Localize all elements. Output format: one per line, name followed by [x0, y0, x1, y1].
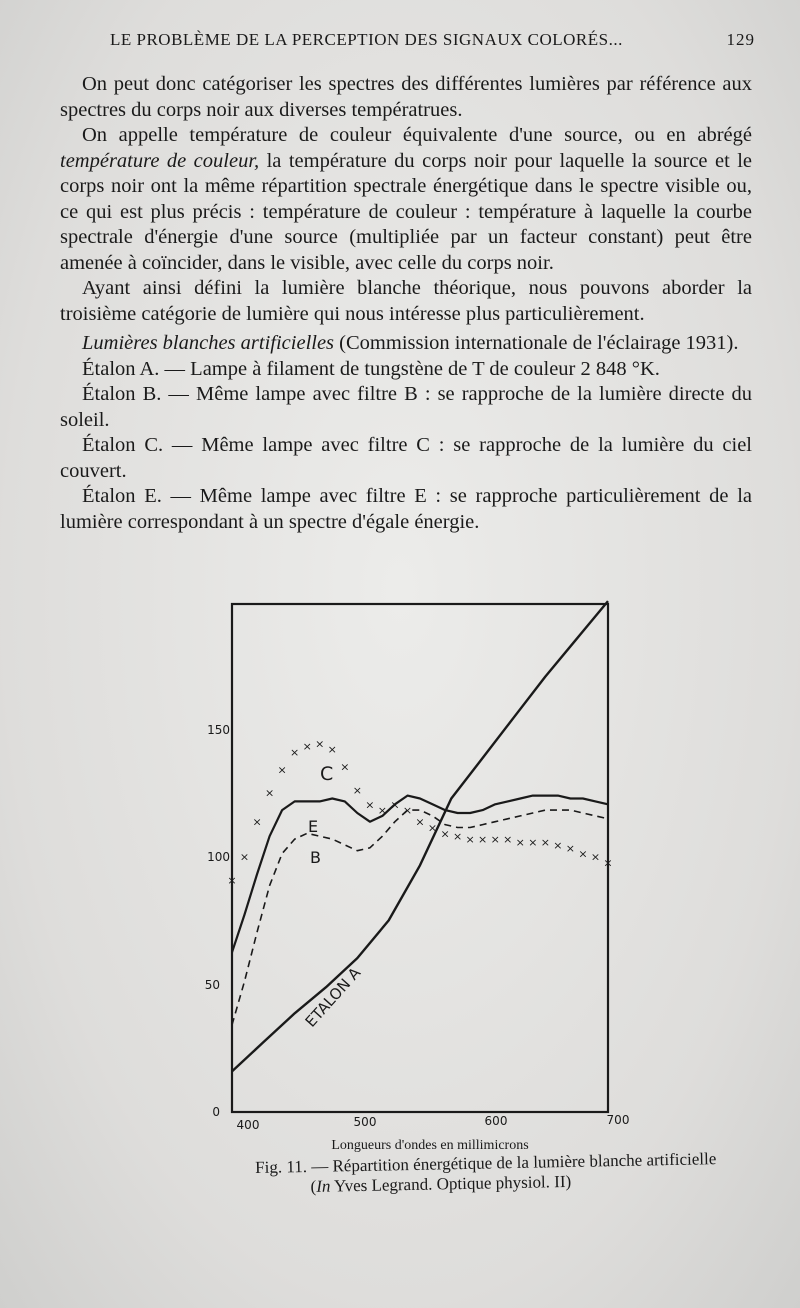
- paragraph-2-start: On appelle température de couleur équivalente d'une source, ou en abrégé: [82, 124, 752, 146]
- curve-label-a: ETALON A: [301, 963, 365, 1031]
- curve-c-point: ×: [452, 830, 463, 844]
- curve-c-point: ×: [540, 836, 550, 850]
- curve-c-point: ×: [264, 786, 275, 800]
- curve-c-point: ×: [515, 836, 525, 850]
- x-tick-600: 600: [484, 1114, 508, 1128]
- curve-c-point: ×: [490, 833, 500, 847]
- x-tick-500: 500: [353, 1115, 377, 1129]
- curve-c-point: ×: [315, 737, 325, 751]
- curve-c-point: ×: [239, 850, 250, 864]
- paragraph-4-italic: Lumières blanches artificielles: [82, 332, 335, 354]
- running-head: [110, 30, 755, 50]
- paragraph-1: On peut donc catégoriser les spectres des différentes lumières par référence aux spectres du corps noir aux diverses températrues.: [60, 73, 752, 121]
- curve-c-point: ×: [340, 760, 350, 774]
- curve-c-point: ×: [302, 740, 312, 754]
- paragraph-4: [60, 331, 752, 357]
- paragraph-2-italic: température de couleur,: [60, 149, 260, 172]
- curve-c-point: ×: [465, 833, 475, 847]
- running-head-title: LE PROBLÈME DE LA PERCEPTION DES SIGNAUX COLORÉS...: [110, 30, 623, 49]
- curve-c-point: ×: [227, 873, 237, 887]
- curve-c-point: ×: [528, 836, 538, 850]
- paragraph-2-end: la température du corps noir pour laquelle la source et le corps noir ont la même répartition spectrale énergétique dans le spectre visible ou, ce qui est plus précis : température de couleur : température à laquelle la courbe spectrale d'énergie d'une source (multipliée par un facteur constant) peut être amenée à coïncider, dans le visible, avec celle du corps noir.: [60, 149, 752, 274]
- curve-c-point: ×: [277, 763, 287, 777]
- body-text: [60, 72, 752, 535]
- caption-source-text: Yves Legrand. Optique physiol. II): [330, 1171, 572, 1196]
- y-tick-100: 100: [207, 850, 230, 864]
- curve-c-point: ×: [352, 783, 362, 797]
- caption-text: — Répartition énergétique de la lumière blanche artificielle: [306, 1149, 717, 1177]
- y-tick-50: 50: [204, 978, 220, 992]
- y-tick-150: 150: [207, 723, 230, 737]
- paragraph-3: Ayant ainsi défini la lumière blanche théorique, nous pouvons aborder la troisième catégorie de lumière qui nous intéresse plus particulièrement.: [60, 277, 752, 325]
- figure-11: [190, 598, 630, 1138]
- caption-source: (In Yves Legrand. Optique physiol. II): [310, 1171, 572, 1196]
- etalon-c: Étalon C. — Même lampe avec filtre C : se rapproche de la lumière du ciel couvert.: [60, 434, 752, 482]
- curve-c-point: ×: [503, 833, 513, 847]
- curve-label-b: B: [310, 848, 321, 867]
- curve-c-point: ×: [565, 841, 576, 855]
- curve-c-point: ×: [603, 856, 613, 870]
- curve-c-point: ×: [553, 838, 563, 852]
- caption-source-italic: In: [316, 1176, 331, 1196]
- curve-c-point: ×: [377, 804, 388, 818]
- curve-c-point: ×: [252, 815, 262, 829]
- curve-c-point: ×: [327, 743, 337, 757]
- curve-c-point: ×: [440, 827, 450, 841]
- curve-c-point: ×: [290, 746, 300, 760]
- paragraph-4-end: (Commission internationale de l'éclairage 1931).: [334, 332, 739, 354]
- curve-c-point: ×: [390, 798, 400, 812]
- paragraph-2: [60, 123, 752, 276]
- curve-c-point: ×: [590, 850, 601, 864]
- curve-a-line: [232, 601, 608, 1071]
- y-tick-0: 0: [212, 1105, 220, 1119]
- curve-a: [232, 601, 608, 1071]
- x-tick-400: 400: [236, 1118, 260, 1132]
- curve-c-point: ×: [365, 798, 375, 812]
- curve-label-c: C: [320, 763, 334, 785]
- etalon-a: Étalon A. — Lampe à filament de tungstène de T de couleur 2 848 °K.: [82, 357, 660, 380]
- caption-label: Fig. 11.: [255, 1157, 308, 1177]
- curve-b-line: [232, 810, 608, 1025]
- curve-b: [232, 810, 608, 1025]
- x-axis-label: Longueurs d'ondes en millimicrons: [331, 1138, 529, 1153]
- curve-c-point: ×: [478, 833, 488, 847]
- curve-label-e: E: [308, 817, 319, 836]
- etalon-e: Étalon E. — Même lampe avec filtre E : se rapproche particulièrement de la lumière correspondant à un spectre d'égale énergie.: [60, 485, 752, 533]
- curve-c-point: ×: [402, 804, 413, 818]
- curve-c-point: ×: [415, 815, 425, 829]
- x-tick-700: 700: [606, 1113, 630, 1127]
- curve-c-point: ×: [427, 821, 438, 835]
- spectral-chart: [190, 598, 630, 1138]
- page-number: 129: [726, 30, 755, 49]
- chart-frame: [232, 604, 608, 1112]
- etalon-b: Étalon B. — Même lampe avec filtre B : se rapproche de la lumière directe du soleil.: [60, 383, 752, 431]
- curve-c-point: ×: [578, 847, 588, 861]
